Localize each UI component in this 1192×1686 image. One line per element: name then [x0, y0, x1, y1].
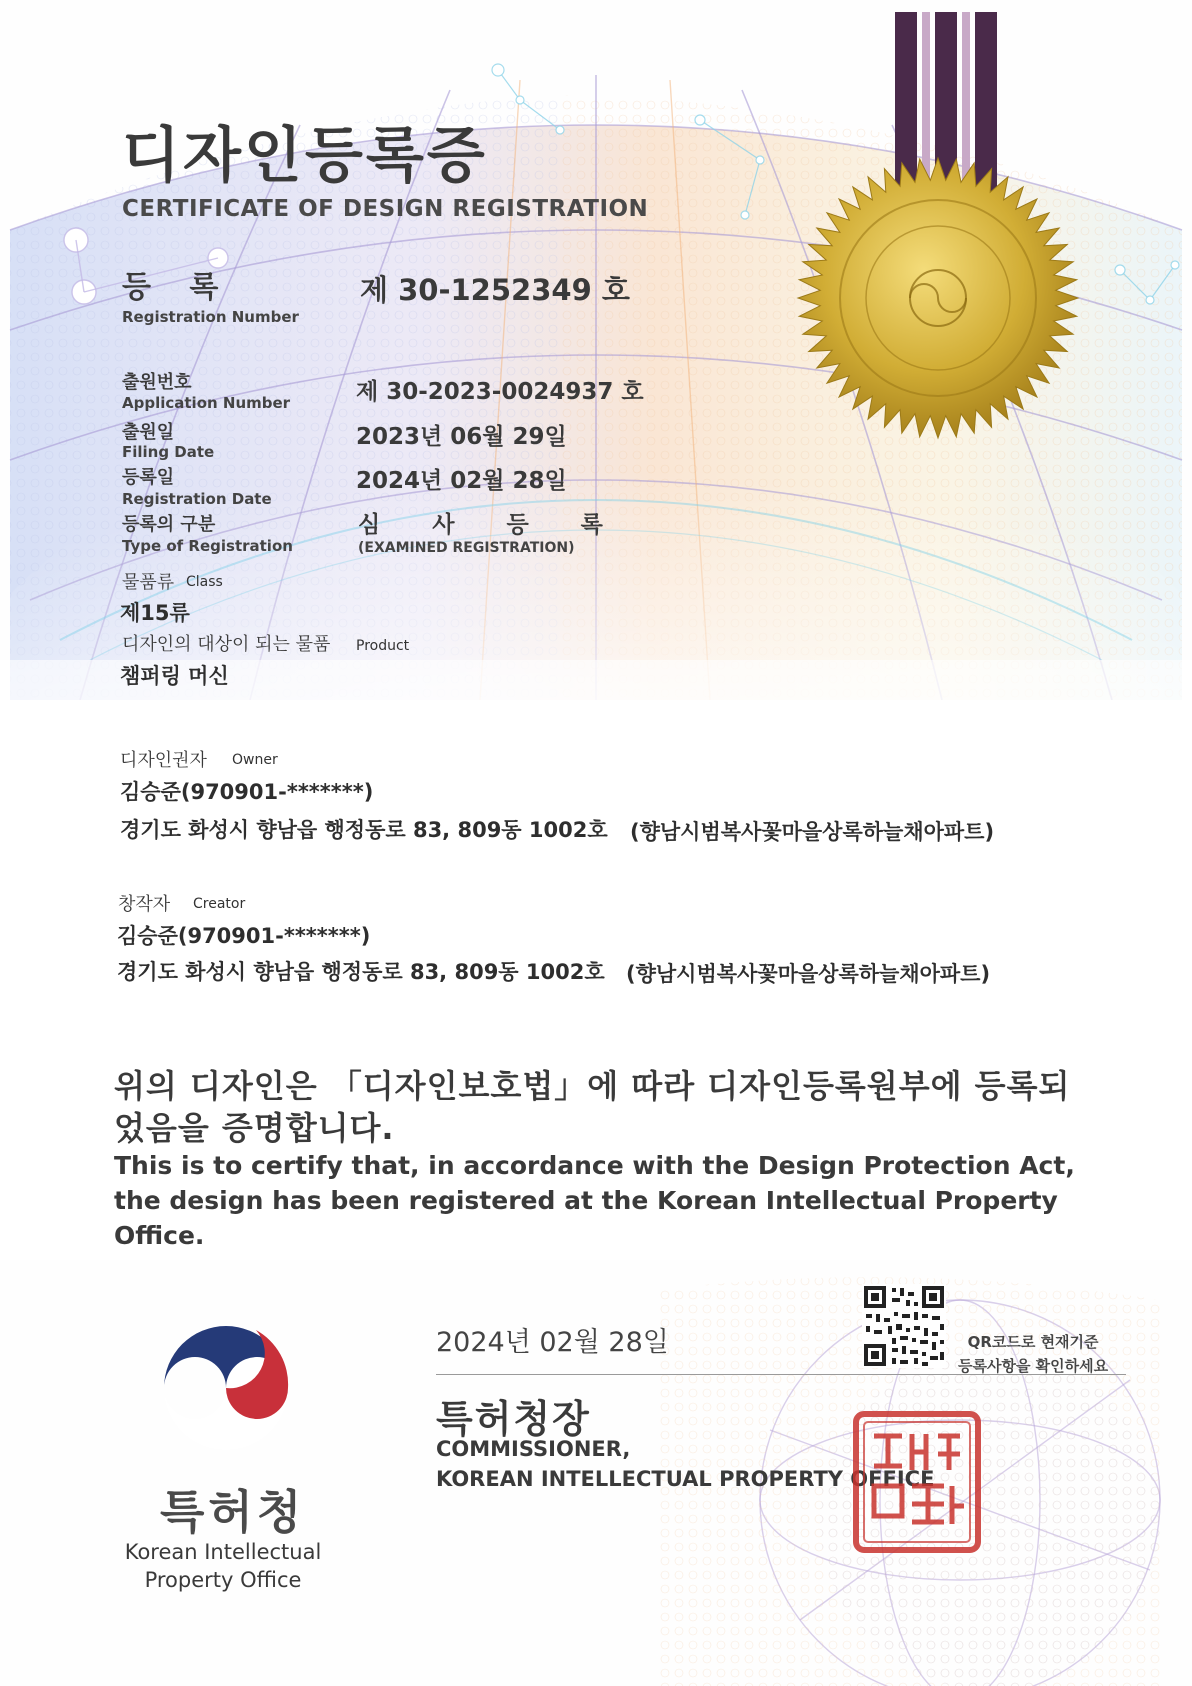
qr-note-line1: QR코드로 현재기준 [967, 1333, 1099, 1351]
creator-name: 김승준(970901-*******) [117, 924, 371, 948]
product-label-en: Product [356, 638, 410, 654]
owner-address: 경기도 화성시 향남읍 행정동로 83, 809동 1002호 [120, 818, 608, 842]
title-korean: 디자인등록증 [122, 121, 488, 191]
owner-label-en: Owner [232, 752, 278, 768]
official-red-seal [852, 1410, 982, 1554]
filing-date-label-ko: 출원일 [122, 422, 175, 443]
application-number-value: 제 30-2023-0024937 호 [356, 379, 644, 405]
title-english: CERTIFICATE OF DESIGN REGISTRATION [122, 196, 649, 222]
registration-label-en: Registration Number [122, 308, 299, 326]
owner-address-note: (향남시범복사꽃마을상록하늘채아파트) [630, 820, 995, 844]
certification-korean: 위의 디자인은 「디자인보호법」에 따라 디자인등록원부에 등록되었음을 증명합니다. [114, 1067, 1071, 1147]
kipo-logo-english: Korean Intellectual Property Office [124, 1540, 322, 1592]
application-number-label-ko: 출원번호 [122, 372, 192, 393]
commissioner-english-line1: COMMISSIONER, [436, 1437, 631, 1461]
type-label-en: Type of Registration [122, 537, 293, 555]
creator-address: 경기도 화성시 향남읍 행정동로 83, 809동 1002호 [117, 960, 605, 984]
creator-label-ko: 창작자 [118, 894, 171, 915]
class-label-en: Class [186, 574, 223, 590]
registration-label-ko: 등 록 [122, 270, 233, 305]
owner-label-ko: 디자인권자 [120, 750, 207, 771]
commissioner-english-line2: KOREAN INTELLECTUAL PROPERTY OFFICE [436, 1467, 935, 1491]
registration-date-value: 2024년 02월 28일 [356, 468, 567, 494]
owner-name: 김승준(970901-*******) [120, 780, 374, 804]
type-value: 심 사 등 록 [358, 512, 625, 538]
qr-note [958, 1330, 1108, 1378]
filing-date-label-en: Filing Date [122, 443, 215, 461]
issue-date: 2024년 02월 28일 [436, 1327, 669, 1358]
product-value: 챔퍼링 머신 [120, 664, 229, 688]
qr-note-line2: 등록사항을 확인하세요 [958, 1357, 1109, 1375]
type-value-en: (EXAMINED REGISTRATION) [358, 540, 575, 556]
creator-label-en: Creator [193, 896, 246, 912]
product-label-ko: 디자인의 대상이 되는 물품 [122, 634, 331, 655]
registration-date-label-ko: 등록일 [122, 467, 175, 488]
class-value: 제15류 [120, 601, 190, 625]
filing-date-value: 2023년 06월 29일 [356, 424, 567, 450]
type-label-ko: 등록의 구분 [122, 514, 216, 535]
taegeuk-logo-icon [156, 1318, 296, 1458]
registration-number: 제 30-1252349 호 [360, 273, 630, 307]
class-label-ko: 물품류 [122, 572, 175, 593]
creator-address-note: (향남시범복사꽃마을상록하늘채아파트) [626, 962, 991, 986]
application-number-label-en: Application Number [122, 394, 291, 412]
certification-english: This is to certify that, in accordance with the Design Protection Act, the design has been registered at the Korean Intellectual Property Office. [114, 1151, 1075, 1250]
qr-code-icon[interactable] [862, 1284, 946, 1368]
registration-date-label-en: Registration Date [122, 490, 272, 508]
commissioner-korean: 특허청장 [436, 1397, 591, 1441]
kipo-logo-korean: 특허청 [160, 1485, 306, 1539]
